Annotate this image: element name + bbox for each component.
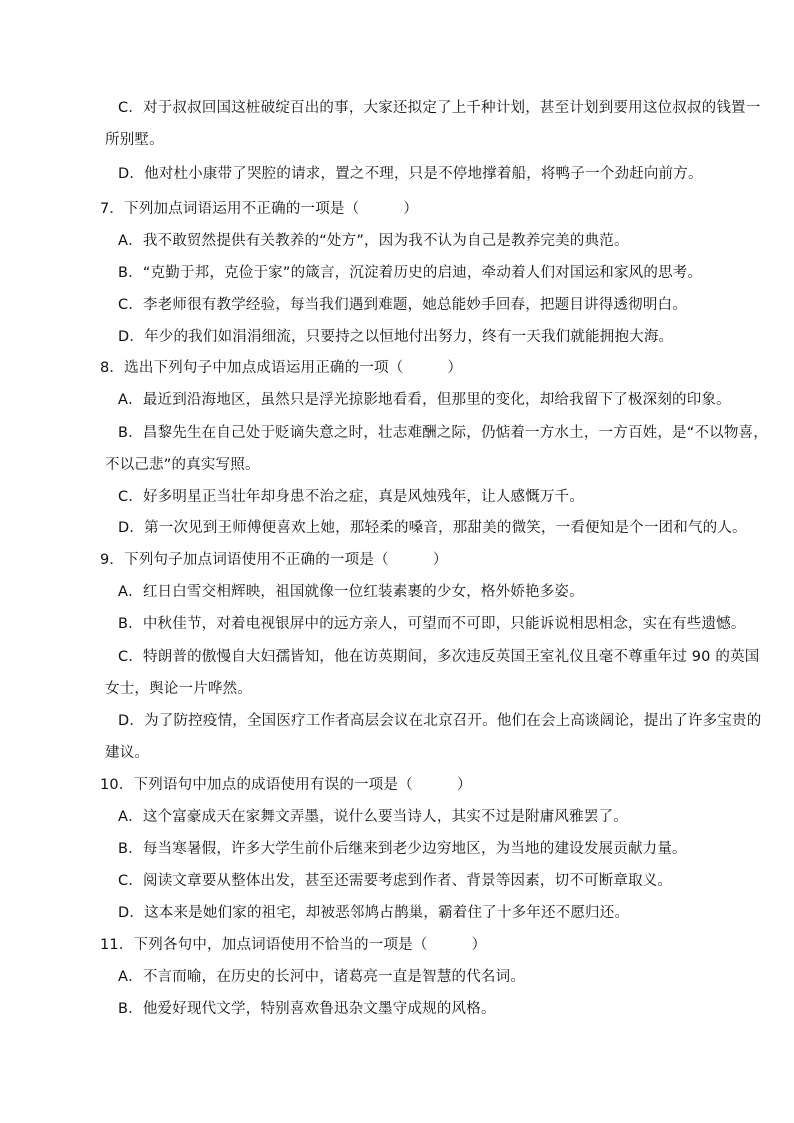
answer-option: D．为了防控疫情，全国医疗工作者高层会议在北京召开。他们在会上高谈阔论，提出了许多宝贵的 <box>118 713 762 729</box>
question-stem: 9．下列句子加点词语使用不正确的一项是（ ） <box>100 552 448 568</box>
answer-option: B．中秋佳节，对着电视银屏中的远方亲人，可望而不可即，只能诉说相思相念，实在有些遗憾。 <box>118 616 746 632</box>
answer-option: C．好多明星正当壮年却身患不治之症，真是风烛残年，让人感慨万千。 <box>118 489 585 505</box>
answer-option: C．李老师很有教学经验，每当我们遇到难题，她总能妙手回春，把题目讲得透彻明白。 <box>118 297 687 313</box>
text-continuation: 不以己悲”的真实写照。 <box>105 457 260 473</box>
answer-option: A．我不敢贸然提供有关教养的“处方”，因为我不认为自己是教养完美的典范。 <box>118 233 629 249</box>
answer-option: C．对于叔叔回国这桩破绽百出的事，大家还拟定了上千种计划，甚至计划到要用这位叔叔的钱置一 <box>118 100 761 116</box>
answer-option: C．阅读文章要从整体出发，甚至还需要考虑到作者、背景等因素，切不可断章取义。 <box>118 873 673 889</box>
answer-option: A．不言而喻，在历史的长河中，诸葛亮一直是智慧的代名词。 <box>118 969 526 985</box>
answer-option: B．昌黎先生在自己处于贬谪失意之时，壮志难酬之际，仍惦着一方水土，一方百姓，是“不以物喜， <box>118 425 768 441</box>
question-stem: 7．下列加点词语运用不正确的一项是（ ） <box>100 201 419 217</box>
text-continuation: 女士，舆论一片哗然。 <box>105 681 252 697</box>
answer-option: A．红日白雪交相辉映，祖国就像一位红装素裹的少女，格外娇艳多姿。 <box>118 584 584 600</box>
text-continuation: 所别墅。 <box>105 132 164 148</box>
text-continuation: 建议。 <box>105 745 150 761</box>
question-stem: 8．选出下列句子中加点成语运用正确的一项（ ） <box>100 360 463 376</box>
answer-option: B．“克勤于邦，克俭于家”的箴言，沉淀着历史的启迪，牵动着人们对国运和家风的思考。 <box>118 265 703 281</box>
answer-option: D．这本来是她们家的祖宅，却被恶邻鸠占鹊巢，霸着住了十多年还不愿归还。 <box>118 905 630 921</box>
answer-option: C．特朗普的傲慢自大妇孺皆知，他在访英期间，多次违反英国王室礼仪且毫不尊重年过 90 的英国 <box>118 649 760 665</box>
answer-option: B．每当寒暑假，许多大学生前仆后继来到老少边穷地区，为当地的建设发展贡献力量。 <box>118 841 687 857</box>
answer-option: B．他爱好现代文学，特别喜欢鲁迅杂文墨守成规的风格。 <box>118 1001 496 1017</box>
answer-option: D．第一次见到王师傅便喜欢上她，那轻柔的嗓音，那甜美的微笑，一看便知是个一团和气的人。 <box>118 520 747 536</box>
answer-option: A．这个富豪成天在家舞文弄墨，说什么要当诗人，其实不过是附庸风雅罢了。 <box>118 809 628 825</box>
question-stem: 11．下列各句中，加点词语使用不恰当的一项是（ ） <box>100 937 487 953</box>
answer-option: D．年少的我们如涓涓细流，只要持之以恒地付出努力，终有一天我们就能拥抱大海。 <box>118 329 674 345</box>
answer-option: D．他对杜小康带了哭腔的请求，置之不理，只是不停地撑着船，将鸭子一个劲赶向前方。 <box>118 166 703 182</box>
answer-option: A．最近到沿海地区，虽然只是浮光掠影地看看，但那里的变化，却给我留下了极深刻的印象。 <box>118 392 731 408</box>
question-stem: 10．下列语句中加点的成语使用有误的一项是（ ） <box>100 777 472 793</box>
